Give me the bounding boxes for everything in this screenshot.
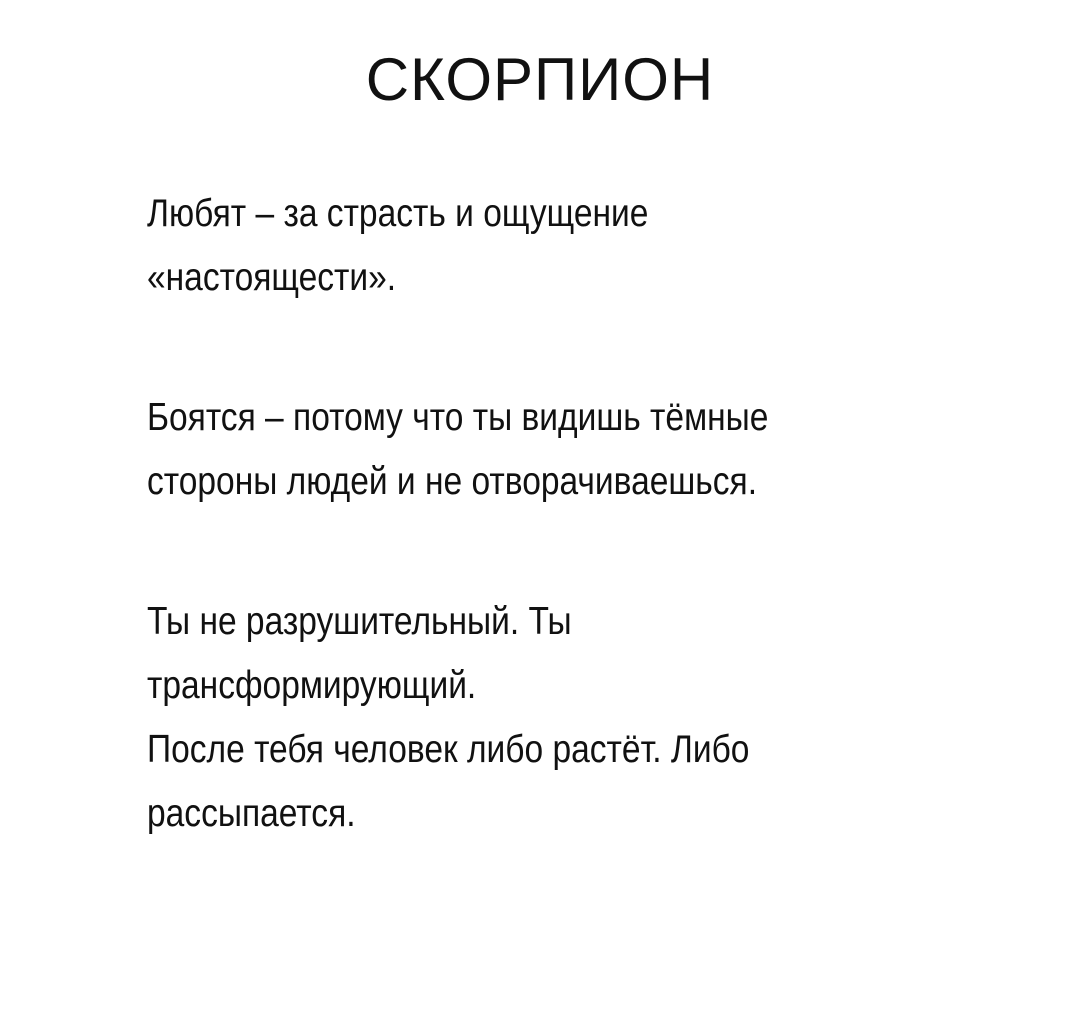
text-line: Ты не разрушительный. Ты xyxy=(147,600,572,643)
text-line: После тебя человек либо растёт. Либо xyxy=(147,728,750,771)
text-line: Любят – за страсть и ощущение xyxy=(147,192,649,235)
text-line: Боятся – потому что ты видишь тёмные xyxy=(147,396,769,439)
page-title: СКОРПИОН xyxy=(365,46,715,113)
paragraph-transform xyxy=(147,590,904,846)
paragraph-love xyxy=(147,182,904,310)
text-line: «настоящести». xyxy=(147,256,397,299)
text-line: стороны людей и не отворачиваешься. xyxy=(147,460,758,503)
text-line: рассыпается. xyxy=(147,792,356,835)
text-line: трансформирующий. xyxy=(147,664,477,707)
paragraph-fear xyxy=(147,386,904,514)
